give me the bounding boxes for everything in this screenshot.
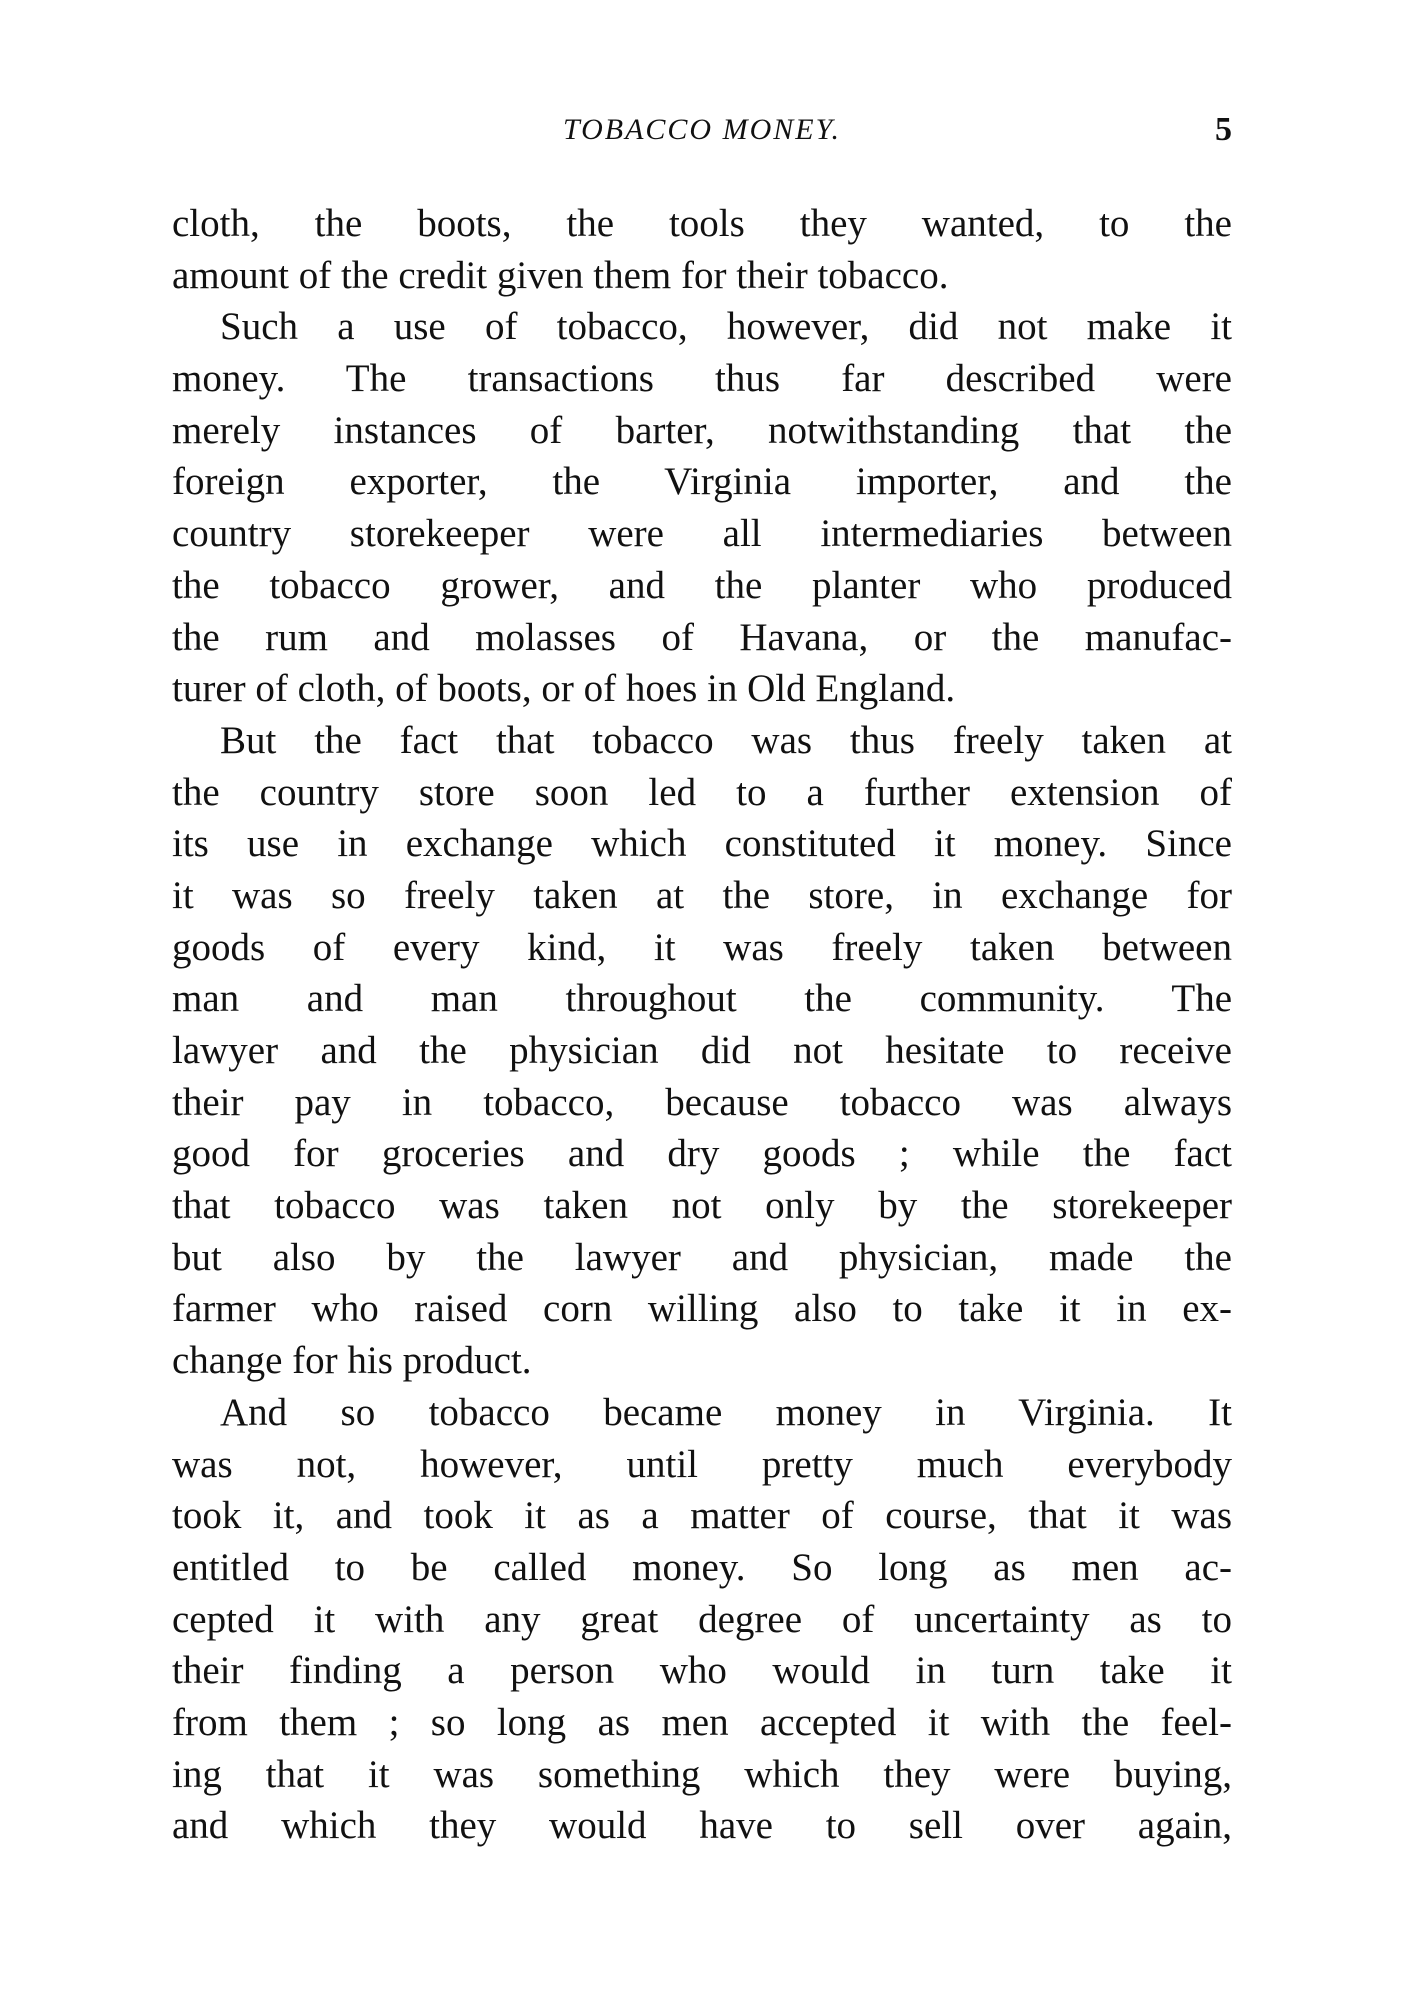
running-head (172, 100, 1232, 160)
text-line: the tobacco grower, and the planter who produced (172, 563, 1232, 607)
text-line: their finding a person who would in turn take it (172, 1649, 1232, 1693)
text-line: Such a use of tobacco, however, did not make it (220, 305, 1232, 349)
text-line: from them ; so long as men accepted it with the feel- (172, 1700, 1232, 1744)
text-line: good for groceries and dry goods ; while the fact (172, 1132, 1232, 1176)
text-line: it was so freely taken at the store, in exchange for (172, 873, 1232, 917)
text-line: cloth, the boots, the tools they wanted, to the (172, 202, 1232, 245)
text-line: change for his product. (172, 1339, 532, 1383)
text-line: was not, however, until pretty much everybody (172, 1442, 1232, 1486)
text-line: And so tobacco became money in Virginia. It (220, 1390, 1232, 1434)
text-line: foreign exporter, the Virginia importer, and the (172, 460, 1232, 504)
text-line: But the fact that tobacco was thus freely taken at (220, 718, 1232, 762)
text-line: merely instances of barter, notwithstanding that the (172, 408, 1232, 452)
text-line: their pay in tobacco, because tobacco was always (172, 1080, 1232, 1124)
body-text (172, 198, 1232, 1852)
text-line: but also by the lawyer and physician, made the (172, 1235, 1232, 1279)
text-line: the country store soon led to a further extension of (172, 770, 1232, 814)
text-line: country storekeeper were all intermediaries between (172, 512, 1232, 556)
text-line: money. The transactions thus far described were (172, 357, 1232, 401)
text-line: goods of every kind, it was freely taken between (172, 925, 1232, 969)
text-line: its use in exchange which constituted it money. Since (172, 822, 1232, 866)
text-line: lawyer and the physician did not hesitate to receive (172, 1029, 1232, 1072)
text-line: ing that it was something which they were buying, (172, 1752, 1232, 1796)
text-line: entitled to be called money. So long as men ac- (172, 1545, 1232, 1589)
text-line: man and man throughout the community. The (172, 977, 1232, 1021)
text-line: took it, and took it as a matter of course, that it was (172, 1494, 1232, 1538)
text-line: farmer who raised corn willing also to take it in ex- (172, 1287, 1232, 1331)
text-line: cepted it with any great degree of uncertainty as to (172, 1597, 1232, 1641)
page-number: 5 (1215, 111, 1232, 148)
text-line: that tobacco was taken not only by the storekeeper (172, 1184, 1232, 1228)
text-line: amount of the credit given them for their tobacco. (172, 253, 949, 297)
text-line: and which they would have to sell over again, (172, 1804, 1232, 1848)
text-line: the rum and molasses of Havana, or the manufac- (172, 615, 1232, 659)
running-title: TOBACCO MONEY. (562, 113, 842, 146)
text-line: turer of cloth, of boots, or of hoes in Old England. (172, 667, 956, 711)
